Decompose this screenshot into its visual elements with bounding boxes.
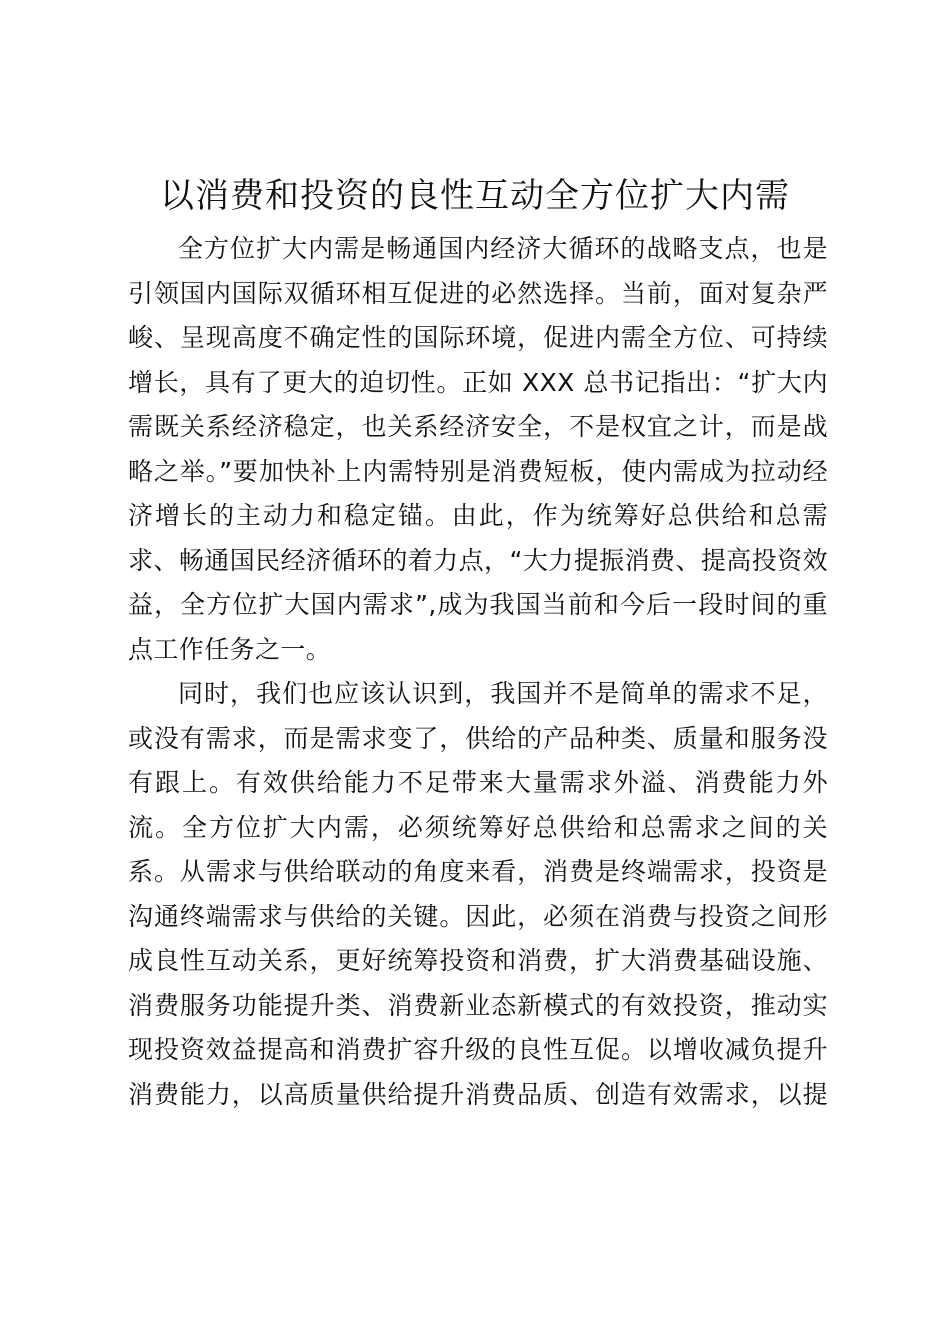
document-title: 以消费和投资的良性互动全方位扩大内需	[160, 176, 790, 216]
paragraph-line: 流。全方位扩大内需，必须统筹好总供给和总需求之间的关	[128, 812, 828, 842]
paragraph-line: 有跟上。有效供给能力不足带来大量需求外溢、消费能力外	[128, 768, 828, 797]
paragraph-line: 消费服务功能提升类、消费新业态新模式的有效投资，推动实	[128, 990, 828, 1020]
paragraph-line: 消费能力，以高质量供给提升消费品质、创造有效需求，以提	[128, 1079, 828, 1109]
paragraph-line: 或没有需求，而是需求变了，供给的产品种类、质量和服务没	[128, 723, 828, 753]
paragraph-line: 系。从需求与供给联动的角度来看，消费是终端需求，投资是	[128, 857, 828, 886]
paragraph-line: 需既关系经济稳定，也关系经济安全，不是权宜之计，而是战	[128, 412, 828, 441]
paragraph-2	[128, 672, 828, 1117]
paragraph-line: 略之举。”要加快补上内需特别是消费短板，使内需成为拉动经	[128, 456, 828, 486]
paragraph-line: 现投资效益提高和消费扩容升级的良性互促。以增收减负提升	[128, 1035, 828, 1064]
paragraph-line: 点工作任务之一。	[128, 634, 332, 664]
paragraph-line: 益，全方位扩大国内需求”,成为我国当前和今后一段时间的重	[128, 590, 828, 619]
paragraph-line: 引领国内国际双循环相互促进的必然选择。当前，面对复杂严	[128, 278, 828, 308]
paragraph-line: 同时，我们也应该认识到，我国并不是简单的需求不足，	[178, 679, 828, 708]
paragraph-line: 增长，具有了更大的迫切性。正如 XXX 总书记指出：“扩大内	[128, 367, 828, 397]
paragraph-1	[128, 227, 828, 672]
paragraph-line: 济增长的主动力和稳定锚。由此，作为统筹好总供给和总需	[128, 501, 828, 530]
paragraph-line: 沟通终端需求与供给的关键。因此，必须在消费与投资之间形	[128, 901, 828, 931]
paragraph-line: 全方位扩大内需是畅通国内经济大循环的战略支点，也是	[178, 234, 828, 263]
paragraph-line: 求、畅通国民经济循环的着力点，“大力提振消费、提高投资效	[128, 545, 828, 575]
paragraph-line: 成良性互动关系，更好统筹投资和消费，扩大消费基础设施、	[128, 946, 828, 975]
paragraph-line: 峻、呈现高度不确定性的国际环境，促进内需全方位、可持续	[128, 323, 828, 352]
